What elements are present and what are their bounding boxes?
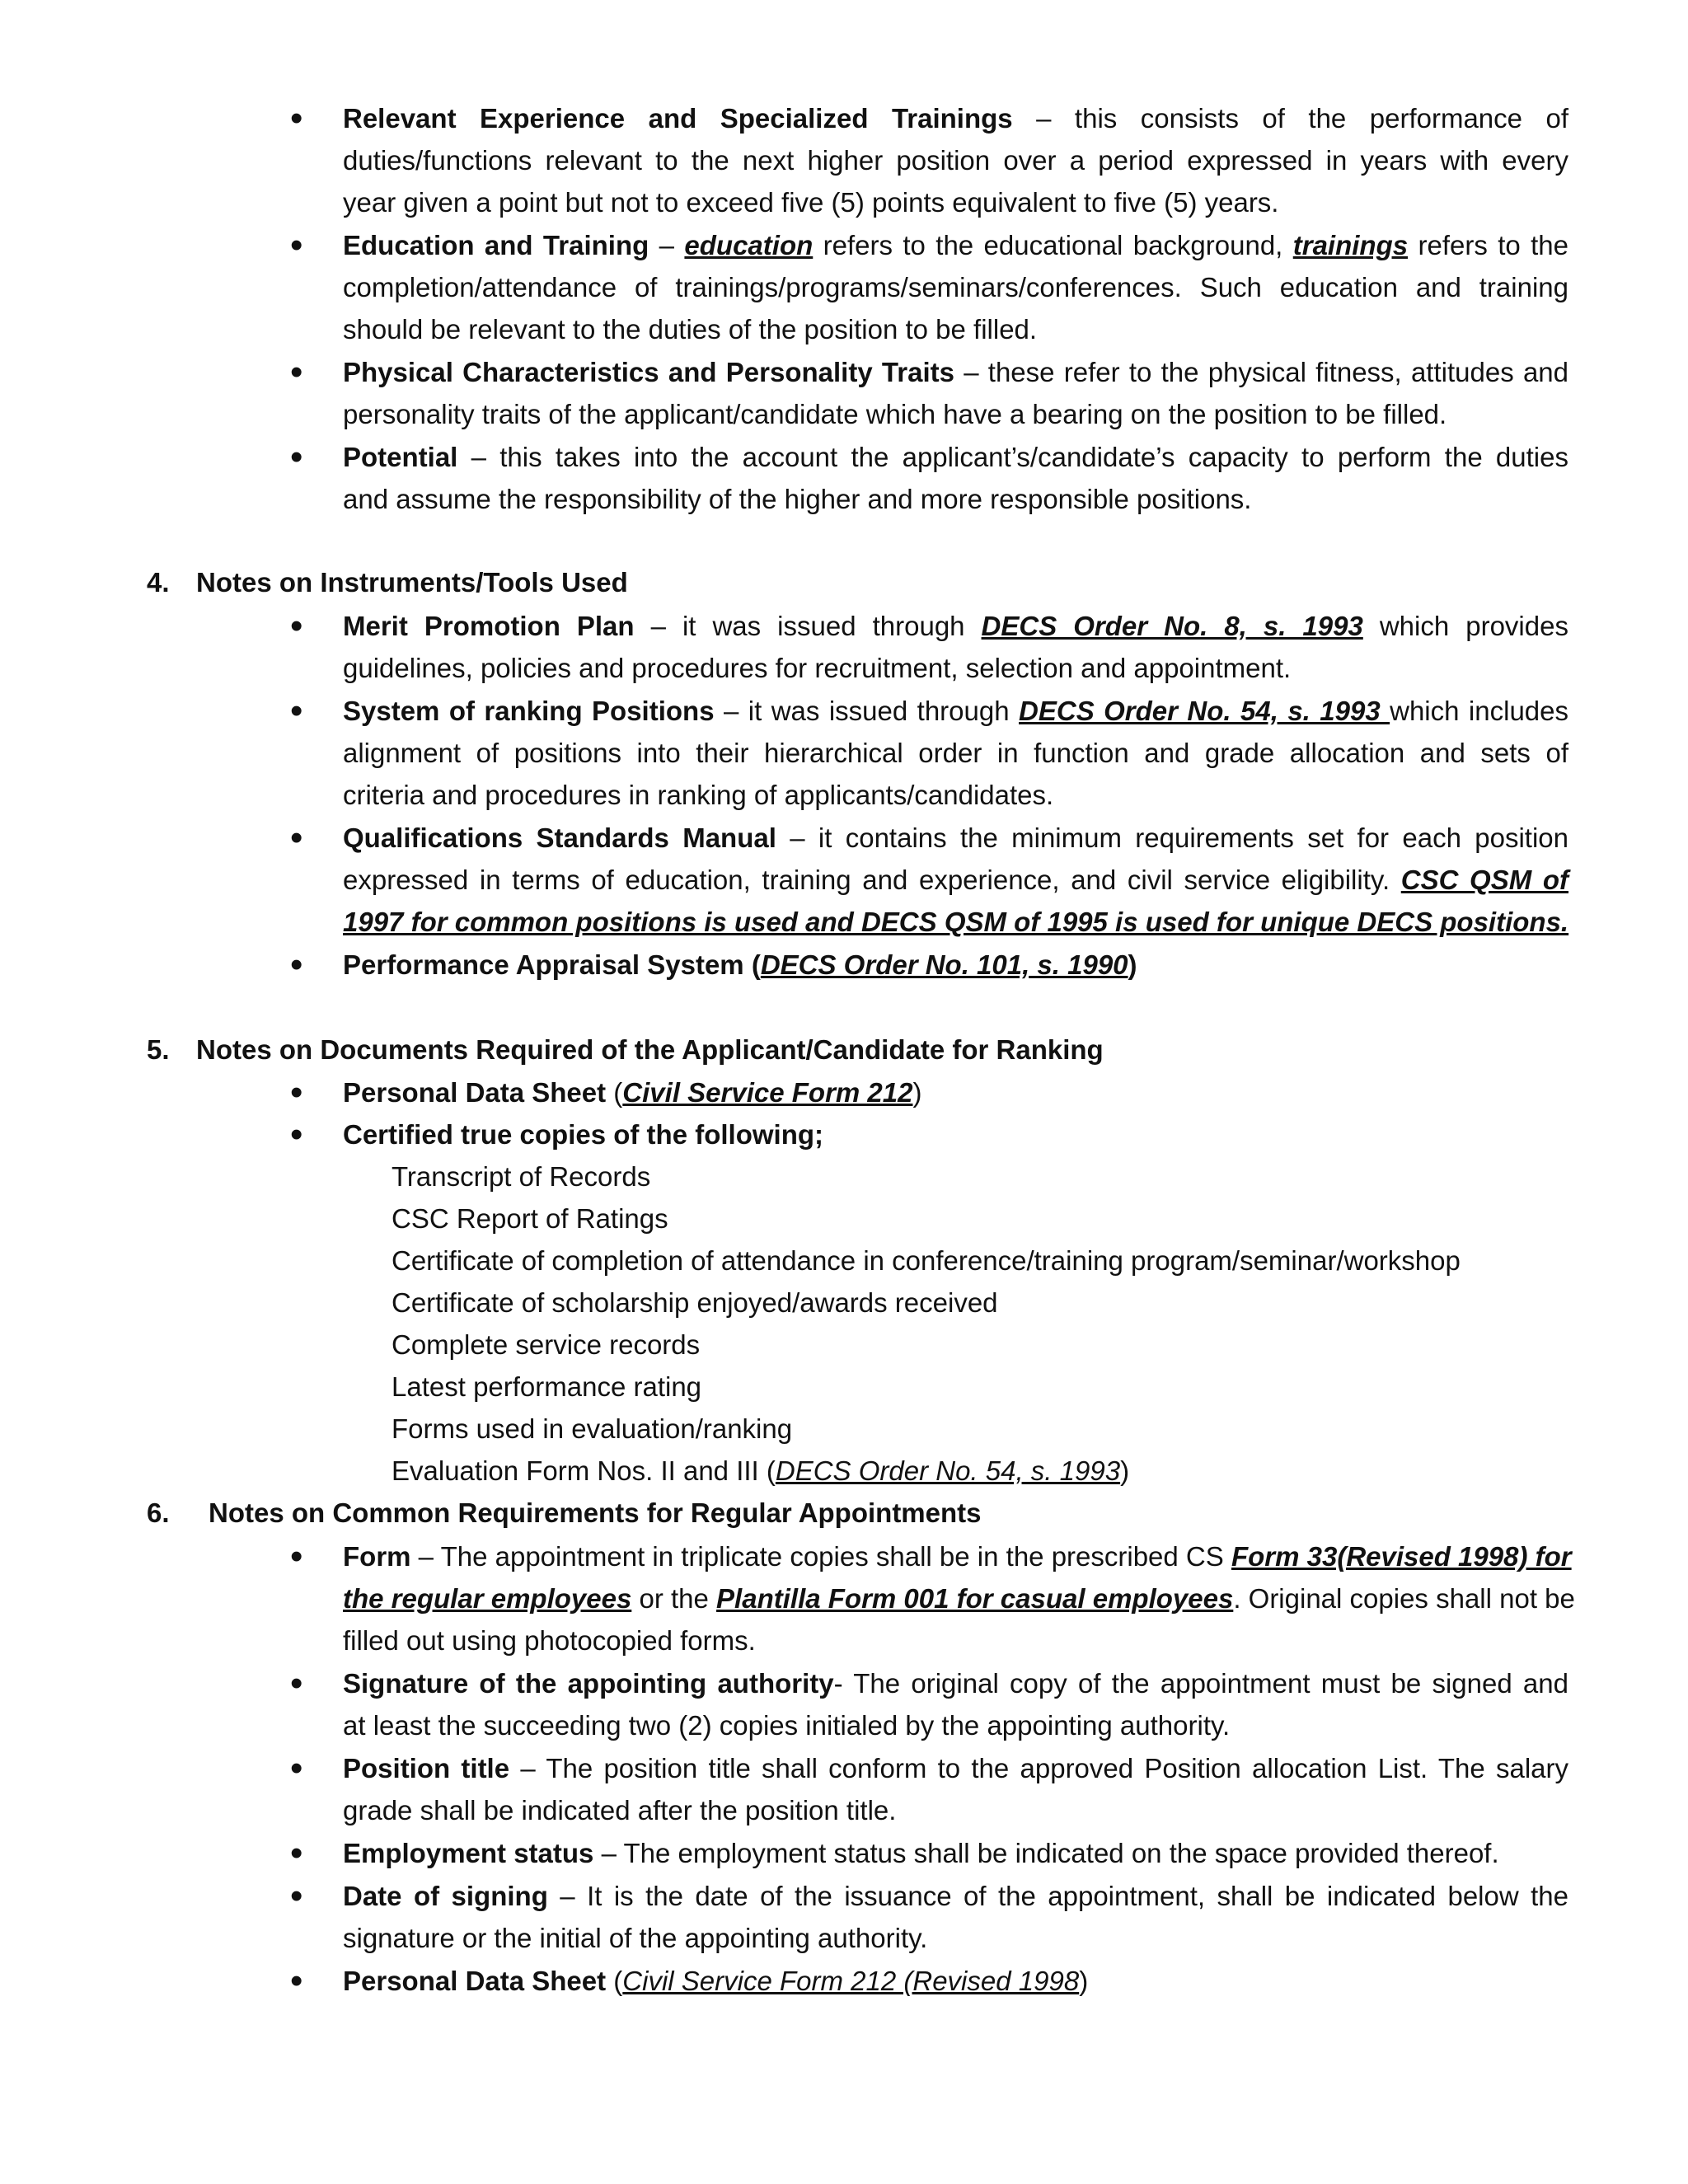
bullet-icon: • [290, 1833, 303, 1873]
document-item: Complete service records [392, 1329, 701, 1360]
list-item: Relevant Experience and Specialized Trainings – this consists of the performance of [343, 103, 1568, 134]
list-item-line: completion/attendance of trainings/programs/seminars/conferences. Such education and training [343, 272, 1568, 302]
list-item: Personal Data Sheet (Civil Service Form 212) [343, 1077, 922, 1108]
bullet-icon: • [290, 1961, 303, 2001]
section-number: 4. [147, 567, 170, 598]
section-number: 6. [147, 1497, 170, 1528]
list-item-line: expressed in terms of education, training and experience, and civil service eligibility. CSC QSM of [343, 865, 1569, 895]
list-item-line: grade shall be indicated after the position title. [343, 1795, 897, 1825]
list-item: Performance Appraisal System (DECS Order No. 101, s. 1990) [343, 949, 1137, 980]
list-item: System of ranking Positions – it was issued through DECS Order No. 54, s. 1993 which includes [343, 696, 1569, 726]
bullet-icon: • [290, 606, 303, 646]
bullet-icon: • [290, 1072, 303, 1113]
list-item-line: filled out using photocopied forms. [343, 1625, 756, 1656]
list-item-line: personality traits of the applicant/candidate which have a bearing on the position to be filled. [343, 399, 1447, 429]
list-item: Merit Promotion Plan – it was issued through DECS Order No. 8, s. 1993 which provides [343, 611, 1568, 641]
list-item-line: at least the succeeding two (2) copies initialed by the appointing authority. [343, 1710, 1231, 1741]
document-item: Certificate of completion of attendance in conference/training program/seminar/workshop [392, 1245, 1461, 1276]
list-item: Personal Data Sheet (Civil Service Form 212 (Revised 1998) [343, 1966, 1089, 1996]
bullet-icon: • [290, 944, 303, 985]
list-item: Signature of the appointing authority- The original copy of the appointment must be signed and [343, 1668, 1568, 1699]
list-item-line: duties/functions relevant to the next higher position over a period expressed in years with every [343, 145, 1568, 176]
bullet-icon: • [290, 691, 303, 731]
list-item: Physical Characteristics and Personality Traits – these refer to the physical fitness, attitudes and [343, 357, 1568, 387]
list-item-line: should be relevant to the duties of the position to be filled. [343, 314, 1038, 344]
section-title: Notes on Instruments/Tools Used [196, 567, 628, 598]
document-item: Certificate of scholarship enjoyed/awards received [392, 1287, 998, 1318]
document-item: CSC Report of Ratings [392, 1203, 668, 1234]
list-item-line: year given a point but not to exceed five (5) points equivalent to five (5) years. [343, 187, 1279, 218]
list-item: Date of signing – It is the date of the issuance of the appointment, shall be indicated below the [343, 1881, 1568, 1911]
list-item-line: criteria and procedures in ranking of applicants/candidates. [343, 780, 1054, 810]
list-item: Education and Training – education refers to the educational background, trainings refers to the [343, 230, 1568, 260]
list-item-line: signature or the initial of the appointing authority. [343, 1923, 928, 1953]
bullet-icon: • [290, 818, 303, 858]
section-title: Notes on Documents Required of the Applicant/Candidate for Ranking [196, 1034, 1104, 1065]
bullet-icon: • [290, 1536, 303, 1577]
bullet-icon: • [290, 1663, 303, 1704]
section-number: 5. [147, 1034, 170, 1065]
document-item: Forms used in evaluation/ranking [392, 1413, 793, 1444]
bullet-icon: • [290, 1114, 303, 1155]
document-item: Transcript of Records [392, 1161, 651, 1192]
bullet-icon: • [290, 1748, 303, 1788]
list-item-line: guidelines, policies and procedures for recruitment, selection and appointment. [343, 653, 1292, 683]
list-item-line: the regular employees or the Plantilla Form 001 for casual employees. Original copies shall not be [343, 1583, 1575, 1614]
list-item: Potential – this takes into the account the applicant’s/candidate’s capacity to perform the duties [343, 442, 1568, 472]
list-item: Employment status – The employment status shall be indicated on the space provided thereof. [343, 1838, 1499, 1868]
section-title: Notes on Common Requirements for Regular Appointments [209, 1497, 982, 1528]
list-item: Qualifications Standards Manual – it contains the minimum requirements set for each position [343, 823, 1568, 853]
document-item: Evaluation Form Nos. II and III (DECS Order No. 54, s. 1993) [392, 1455, 1130, 1486]
list-item-line: 1997 for common positions is used and DECS QSM of 1995 is used for unique DECS positions. [343, 907, 1569, 937]
document-item: Latest performance rating [392, 1371, 702, 1402]
list-item-line: alignment of positions into their hierarchical order in function and grade allocation and sets of [343, 738, 1568, 768]
list-item: Form – The appointment in triplicate copies shall be in the prescribed CS Form 33(Revised 1998) for [343, 1541, 1572, 1572]
bullet-icon: • [290, 437, 303, 477]
bullet-icon: • [290, 352, 303, 392]
list-item: Certified true copies of the following; [343, 1119, 824, 1150]
list-item-line: and assume the responsibility of the higher and more responsible positions. [343, 484, 1252, 514]
bullet-icon: • [290, 1876, 303, 1916]
bullet-icon: • [290, 225, 303, 265]
list-item: Position title – The position title shall conform to the approved Position allocation List. The salary [343, 1753, 1569, 1783]
bullet-icon: • [290, 98, 303, 138]
